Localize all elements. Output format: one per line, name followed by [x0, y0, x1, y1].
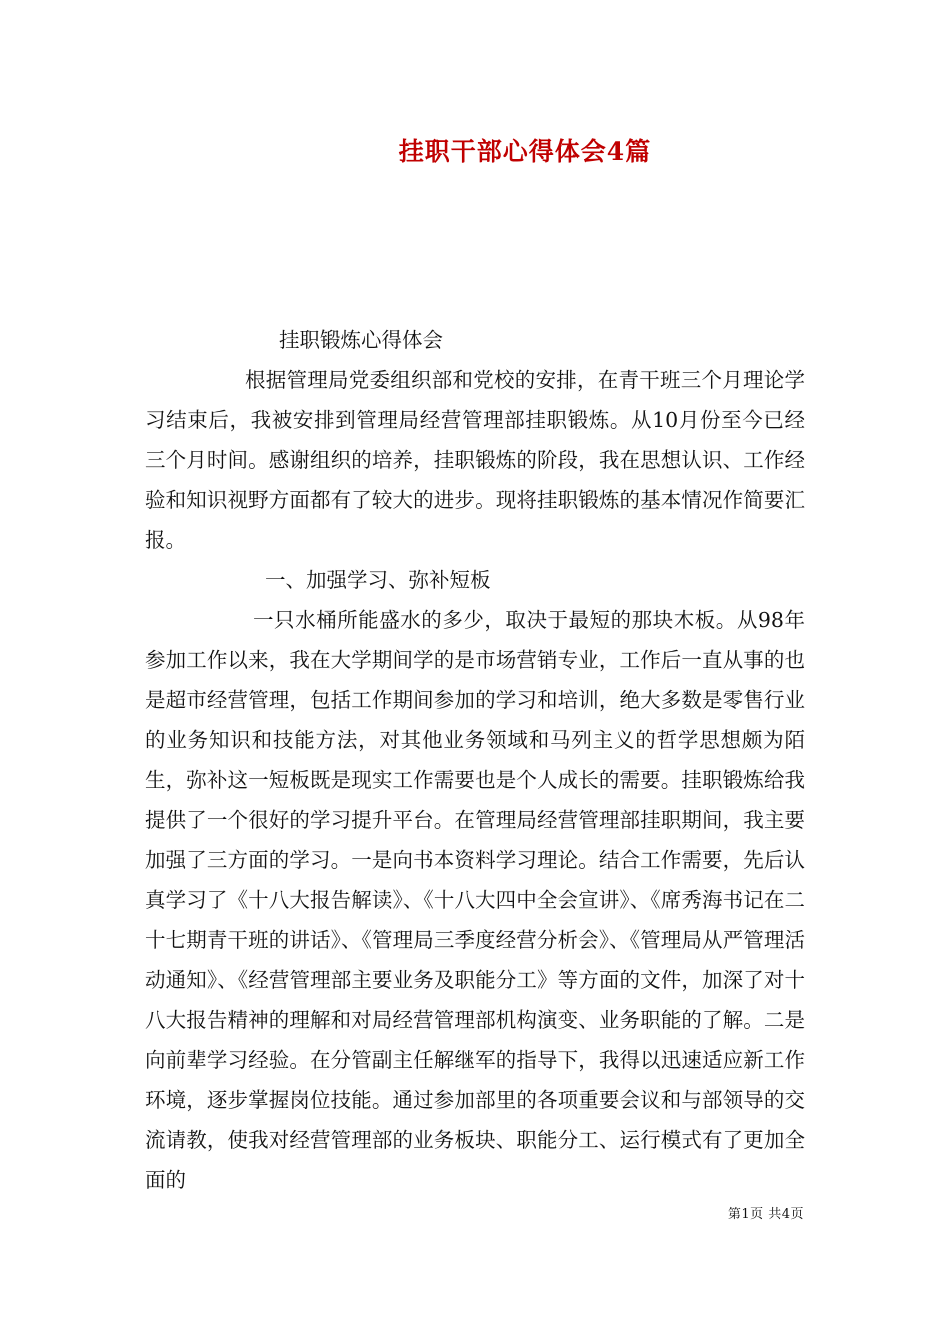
section-heading: 一、加强学习、弥补短板: [265, 568, 491, 592]
page-number: 第1页 共4页: [727, 1207, 804, 1222]
document-body: [145, 320, 805, 1200]
document-title: 挂职干部心得体会4篇: [398, 137, 652, 166]
section-paragraph-1: 一只水桶所能盛水的多少，取决于最短的那块木板。从98年参加工作以来，我在大学期间学的是市场营销专业，工作后一直从事的也是超市经营管理，包括工作期间参加的学习和培训，绝大多数是零售行业的业务知识和技能方法，对其他业务领域和马列主义的哲学思想颇为陌生，弥补这一短板既是现实工作需要也是个人成长的需要。挂职锻炼给我提供了一个很好的学习提升平台。在管理局经营管理部挂职期间，我主要加强了三方面的学习。一是向书本资料学习理论。结合工作需要，先后认真学习了《十八大报告解读》、《十八大四中全会宣讲》、《席秀海书记在二十七期青干班的讲话》、《管理局三季度经营分析会》、《管理局从严管理活动通知》、《经营管理部主要业务及职能分工》等方面的文件，加深了对十八大报告精神的理解和对局经营管理部机构演变、业务职能的了解。二是向前辈学习经验。在分管副主任解继军的指导下，我得以迅速适应新工作环境，逐步掌握岗位技能。通过参加部里的各项重要会议和与部领导的交流请教，使我对经营管理部的业务板块、职能分工、运行模式有了更加全面的: [145, 608, 805, 1192]
body-paragraph-1: 根据管理局党委组织部和党校的安排，在青干班三个月理论学习结束后，我被安排到管理局经营管理部挂职锻炼。从10月份至今已经三个月时间。感谢组织的培养，挂职锻炼的阶段，我在思想认识、工作经验和知识视野方面都有了较大的进步。现将挂职锻炼的基本情况作简要汇报。: [145, 368, 805, 552]
document-subtitle: 挂职锻炼心得体会: [279, 328, 443, 352]
